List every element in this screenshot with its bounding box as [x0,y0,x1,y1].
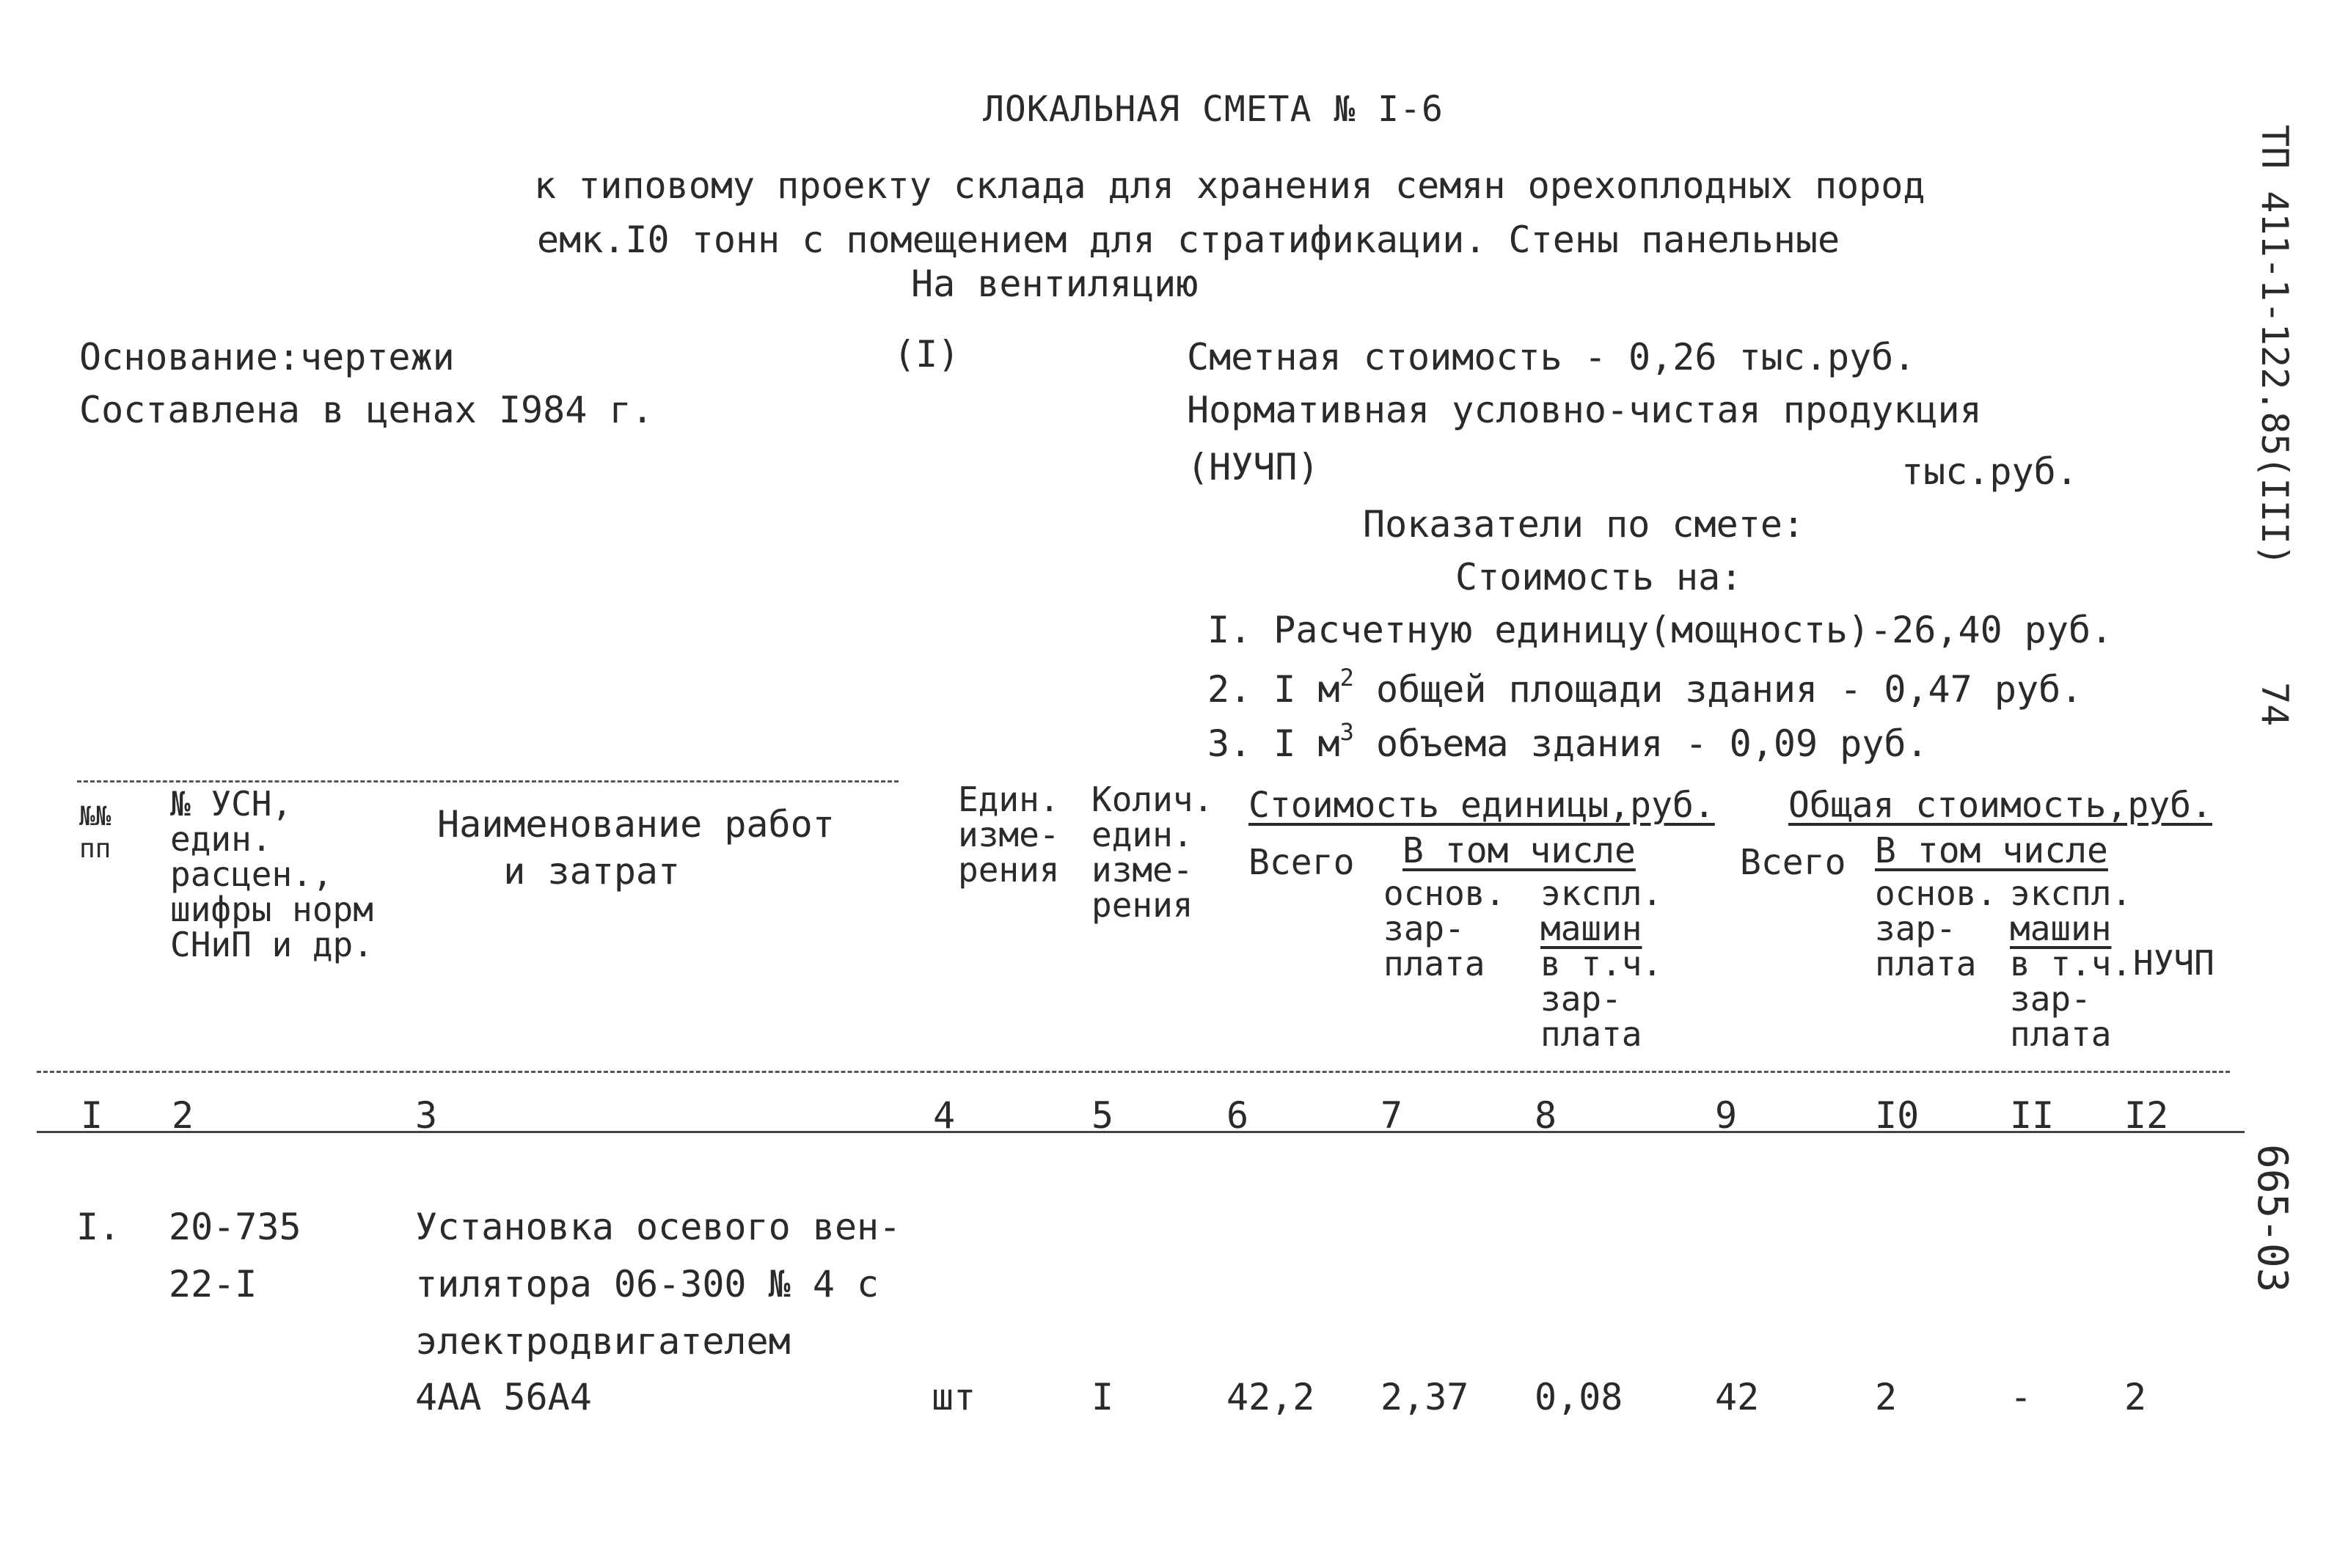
header-bottom-rule [37,1071,2230,1073]
col-number: I2 [2124,1094,2169,1137]
row-total: 42 [1715,1376,1760,1418]
col-header-total: Всего [1740,842,1846,883]
col-header-qty: Колич. един. изме- рения [1091,780,1214,925]
nuchp-label: Нормативная условно-чистая продукция [1187,389,1982,431]
col-number: 2 [172,1094,194,1137]
estimate-marker: (I) [893,333,960,375]
row-total-wage: 2 [1875,1376,1898,1418]
estimated-cost: Сметная стоимость - 0,26 тыс.руб. [1187,336,1916,378]
col-number: 9 [1715,1094,1738,1137]
row-unit-total: 42,2 [1226,1376,1315,1418]
header-top-rule [77,780,899,783]
subtitle-line-3: На вентиляцию [911,263,1199,305]
col-number: 6 [1226,1094,1249,1137]
row-name: тилятора 06-300 № 4 с [415,1263,879,1305]
row-number: I. [76,1206,121,1248]
indicator-2: 2. I $м^2$ общей площади здания - 0,47 руб. [1207,664,2083,711]
col-header-unit-wage: основ. зар- плата [1383,873,1506,983]
col-header-code: № УСН, един. расцен., шифры норм СНиП и др. [170,784,373,964]
col-number: I0 [1875,1094,1920,1137]
col-header-unit: Един. изме- рения [958,780,1060,890]
row-qty: I [1091,1376,1114,1418]
row-unit-machine: 0,08 [1535,1376,1623,1418]
indicator-3: 3. I $м^3$ объема здания - 0,09 руб. [1207,718,1928,765]
row-code: 20-735 [169,1206,301,1248]
document-title: ЛОКАЛЬНАЯ СМЕТА № I-6 [983,89,1444,130]
subtitle-line-1: к типовому проекту склада для хранения семян орехоплодных пород [534,164,1925,207]
col-number: I [81,1094,103,1137]
indicators-title: Показатели по смете: [1363,503,1805,546]
nuchp-unit: тыс.руб. [1901,450,2078,493]
row-unit-wage: 2,37 [1380,1376,1469,1418]
col-header-num: №№ пп [79,802,111,864]
column-number-rule [37,1131,2245,1133]
row-name: Установка осевого вен- [415,1206,901,1248]
row-name: электродвигателем [415,1320,791,1363]
indicator-1: I. Расчетную единицу(мощность)-26,40 руб. [1207,609,2113,651]
project-code: ТП 411-1-122.85(III) [2253,125,2296,567]
group-header-total-cost: Общая стоимость,руб. [1788,785,2212,826]
group-header-unit-cost: Стоимость единицы,руб. [1248,785,1715,826]
cost-for-label: Стоимость на: [1455,556,1743,598]
col-header-name: Наименование работ и затрат [437,803,835,893]
sheet-number: 665-03 [2248,1144,2296,1293]
prices-text: Составлена в ценах I984 г. [79,389,654,431]
subtitle-line-2: емк.I0 тонн с помещением для стратификации. Стены панельные [537,219,1840,261]
col-number: 8 [1535,1094,1557,1137]
col-number: 3 [415,1094,438,1137]
col-header-total-machine: экспл. машин в т.ч. зар- плата [2010,873,2132,1054]
row-name: 4АА 56А4 [415,1376,592,1418]
col-number: 4 [933,1094,956,1137]
unit-including-label: В том числе [1402,830,1636,871]
basis-text: Основание:чертежи [79,336,455,378]
col-number: II [2010,1094,2055,1137]
row-unit: шт [932,1376,976,1418]
col-header-nuchp: НУЧП [2133,943,2214,983]
page-number: 74 [2253,682,2296,727]
row-nuchp: 2 [2124,1376,2147,1418]
col-header-unit-total: Всего [1248,842,1355,883]
row-code: 22-I [169,1263,257,1305]
col-header-unit-machine: экспл. машин в т.ч. зар- плата [1540,873,1663,1054]
col-header-total-wage: основ. зар- плата [1875,873,1997,983]
total-including-label: В том числе [1875,830,2108,871]
nuchp-abbr: (НУЧП) [1187,446,1320,488]
col-number: 7 [1380,1094,1403,1137]
row-total-machine: - [2010,1376,2033,1418]
col-number: 5 [1091,1094,1114,1137]
